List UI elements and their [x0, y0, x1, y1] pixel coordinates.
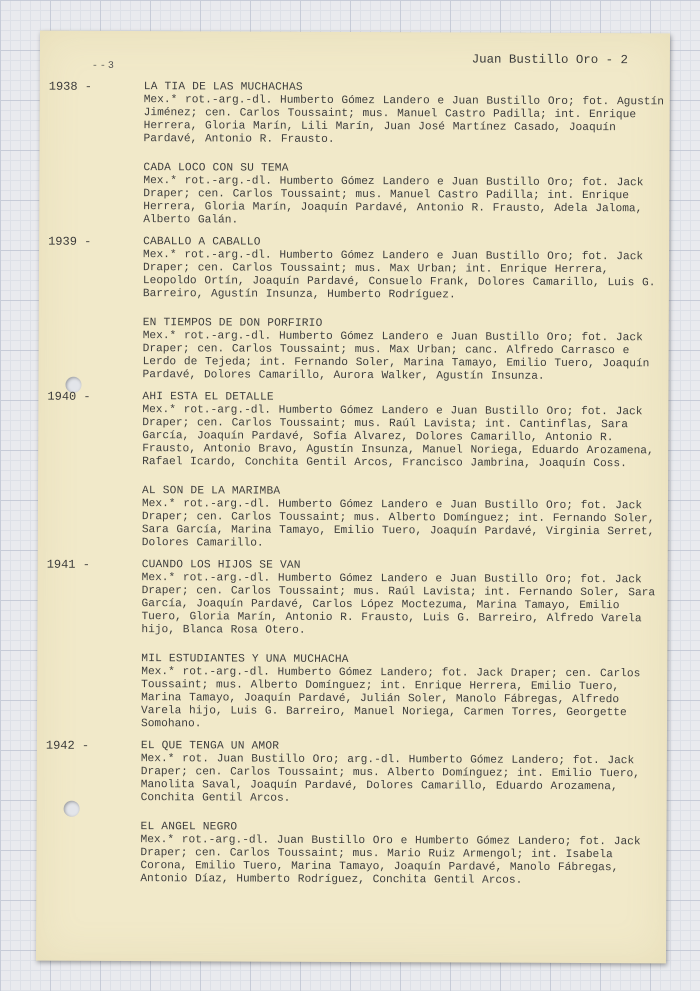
film-credits: Mex.* rot.-arg.-dl. Humberto Gómez Landero e Juan Bustillo Oro; fot. Jack Draper; cen. Carlos Toussaint; mus. Manuel Castro Padilla; int. Enrique Herrera, Gloria Marín, Joaquín Pardavé, Antonio R. Frausto, Adela Jaloma, Alberto Galán. — [143, 175, 644, 227]
film-title: EL ANGEL NEGRO — [140, 821, 238, 834]
typewritten-page — [36, 31, 670, 964]
film-title: AL SON DE LA MARIMBA — [141, 485, 281, 498]
film-entry — [142, 485, 667, 552]
film-entry — [141, 559, 666, 639]
film-title: CUANDO LOS HIJOS SE VAN — [141, 559, 301, 572]
film-credits: Mex.* rot.-arg.-dl. Humberto Gómez Landero e Juan Bustillo Oro; fot. Jack Draper; cen. Carlos Toussaint; mus. Max Urban; canc. Alfredo Carrasco e Lerdo de Tejeda; int. Fernando Soler, Marina Tamayo, Emilio Tuero, Joaquín Pardavé, Dolores Camarillo, Aurora Walker, Agustín Insunza. — [142, 330, 650, 383]
year-block — [46, 557, 667, 733]
filmography-list — [45, 79, 669, 897]
film-entry — [141, 740, 666, 807]
film-title: AHI ESTA EL DETALLE — [142, 391, 274, 404]
film-credits: Mex.* rot.-arg.-dl. Humberto Gómez Landero; fot. Jack Draper; cen. Carlos Toussaint; mus. Alberto Domínguez; int. Enrique Herrera, Emilio Tuero, Marina Tamayo, Joaquín Pardavé, Julián Soler, Manolo Fábregas, Alfredo Varela hijo, Luis G. Barreiro, Manuel Noriega, Carmen Torres, Georgette Somohano. — [140, 666, 641, 731]
year-label: 1940 - — [47, 389, 91, 404]
film-credits: Mex.* rot.-arg.-dl. Humberto Gómez Landero e Juan Bustillo Oro; fot. Jack Draper; cen. Carlos Toussaint; mus. Alberto Domínguez; int. Fernando Soler, Sara García, Marina Tamayo, Emilio Tuero, Joaquín Pardavé, Virginia Serret, Dolores Camarillo. — [141, 498, 655, 550]
film-credits: Mex.* rot.-arg.-dl. Humberto Gómez Landero e Juan Bustillo Oro; fot. Jack Draper; cen. Carlos Toussaint; mus. Raúl Lavista; int. Cantinflas, Sara García, Joaquín Pardavé, Sofía Alvarez, Dolores Camarillo, Antonio R. Frausto, Antonio Bravo, Agustín Insunza, Manuel Noriega, Eduardo Arozamena, Rafael Icardo, Conchita Gentil Arcos, Francisco Jambrina, Joaquín Coss. — [142, 404, 654, 471]
film-credits: Mex.* rot. Juan Bustillo Oro; arg.-dl. Humberto Gómez Landero; fot. Jack Draper; cen. Carlos Toussaint; mus. Alberto Domínguez; int. Emilio Tuero, Manolita Saval, Joaquín Pardavé, Dolores Camarillo, Eduardo Arozamena, Conchita Gentil Arcos. — [140, 753, 640, 805]
punch-hole — [64, 801, 80, 817]
film-title: MIL ESTUDIANTES Y UNA MUCHACHA — [141, 653, 349, 666]
corner-mark: --3 — [91, 60, 116, 72]
year-block — [48, 79, 669, 229]
year-label: 1942 - — [45, 738, 90, 753]
film-entry — [140, 821, 665, 888]
film-credits: Mex.* rot.-arg.-dl. Juan Bustillo Oro e Humberto Gómez Landero; fot. Jack Draper; cen. Carlos Toussaint; mus. Mario Ruiz Armengol; int. Isabela Corona, Emilio Tuero, Marina Tamayo, Joaquín Pardavé, Manolo Fábregas, Antonio Díaz, Humberto Rodríguez, Conchita Gentil Arcos. — [140, 834, 641, 887]
film-title: EN TIEMPOS DE DON PORFIRIO — [142, 317, 323, 330]
film-credits: Mex.* rot.-arg.-dl. Humberto Gómez Landero e Juan Bustillo Oro; fot. Agustín Jiménez; cen. Carlos Toussaint; mus. Manuel Castro Padilla; int. Enrique Herrera, Gloria Marín, Lili Marín, Juan José Martínez Casado, Joaquín Pardavé, Antonio R. Frausto. — [143, 94, 664, 146]
film-entry — [144, 81, 669, 148]
year-label: 1938 - — [48, 79, 93, 94]
film-entry — [142, 391, 667, 471]
film-title: EL QUE TENGA UN AMOR — [140, 740, 280, 753]
year-label: 1939 - — [48, 234, 92, 249]
film-credits: Mex.* rot.-arg.-dl. Humberto Gómez Landero e Juan Bustillo Oro; fot. Jack Draper; cen. Carlos Toussaint; mus. Max Urban; int. Enrique Herrera, Leopoldo Ortín, Joaquín Pardavé, Consuelo Frank, Dolores Camarillo, Luis G. Barreiro, Agustín Insunza, Humberto Rodríguez. — [142, 249, 656, 302]
film-title: CADA LOCO CON SU TEMA — [143, 162, 289, 175]
film-entry — [142, 317, 667, 384]
year-label: 1941 - — [46, 557, 90, 572]
film-title: CABALLO A CABALLO — [143, 236, 261, 249]
film-entry — [143, 162, 668, 229]
running-head: Juan Bustillo Oro - 2 — [471, 52, 628, 68]
film-credits: Mex.* rot.-arg.-dl. Humberto Gómez Landero e Juan Bustillo Oro; fot. Jack Draper; cen. Carlos Toussaint; mus. Raúl Lavista; int. Fernando Soler, Sara García, Joaquín Pardavé, Carlos López Moctezuma, Marina Tamayo, Emilio Tuero, Gloria Marín, Antonio R. Frausto, Luis G. Barreiro, Alfredo Varela hijo, Blanca Rosa Otero. — [141, 572, 656, 637]
year-block — [47, 389, 668, 552]
film-entry — [143, 236, 668, 303]
year-block — [45, 738, 666, 888]
year-block — [48, 234, 668, 384]
film-title: LA TIA DE LAS MUCHACHAS — [143, 81, 303, 94]
film-entry — [141, 653, 666, 733]
